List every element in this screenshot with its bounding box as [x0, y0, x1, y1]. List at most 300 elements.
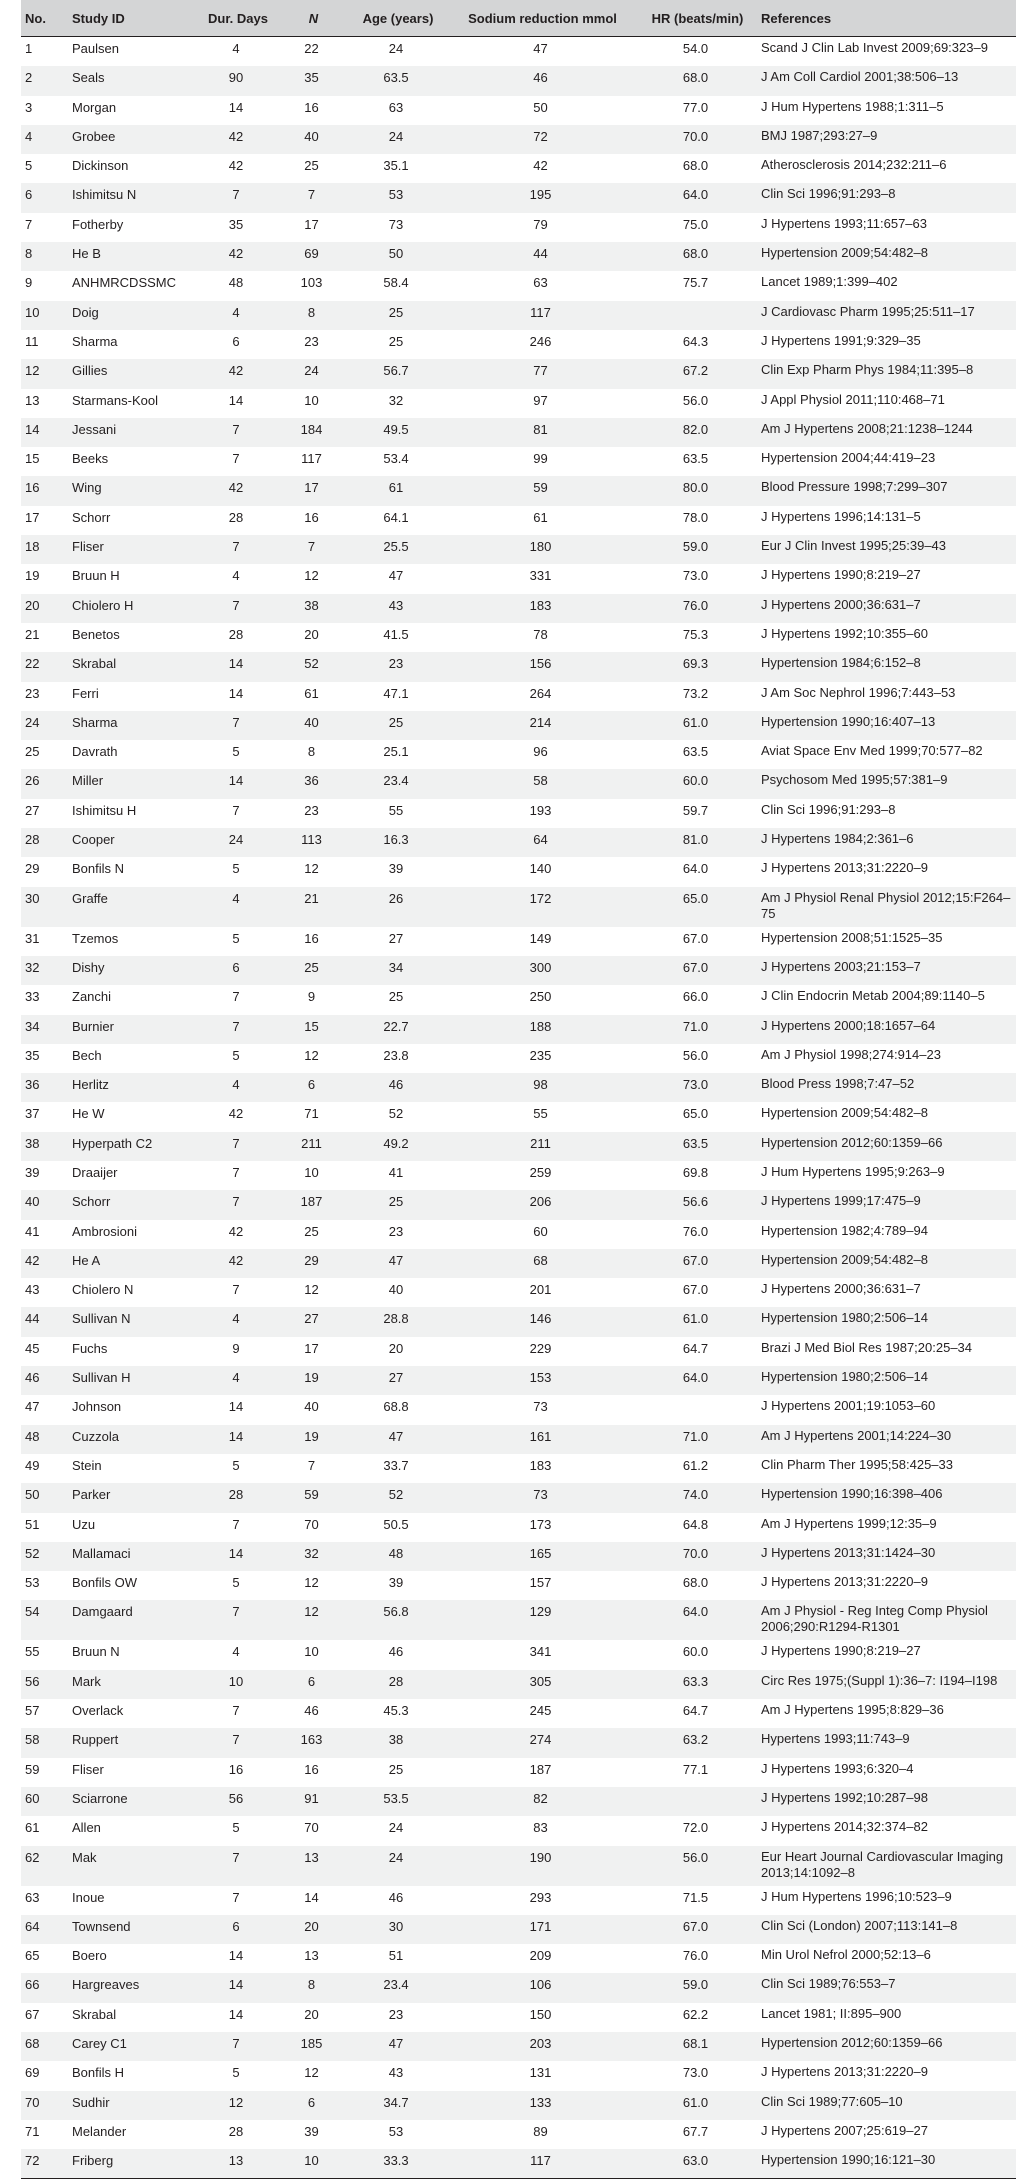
cell-age: 63.5 — [345, 66, 447, 95]
cell-n: 184 — [278, 418, 345, 447]
cell-no: 28 — [21, 828, 68, 857]
cell-n: 23 — [304, 802, 319, 818]
table-row — [21, 330, 1016, 359]
cell-n: 22 — [304, 41, 319, 56]
cell-age: 24 — [345, 1846, 447, 1886]
cell-no: 6 — [21, 183, 68, 212]
table-row — [21, 1220, 1016, 1249]
cell-no: 45 — [25, 1340, 40, 1356]
table-row — [21, 2120, 1016, 2149]
cell-sodium-reduction: 78 — [533, 626, 548, 642]
cell-duration-days: 42 — [228, 158, 244, 174]
cell-no: 19 — [25, 568, 40, 584]
cell-reference: Hypertension 2009;54:482–8 — [757, 242, 1016, 271]
cell-study-id: Sudhir — [68, 2091, 194, 2120]
cell-study-id: Schorr — [72, 509, 111, 525]
cell-duration-days: 10 — [194, 1670, 278, 1699]
cell-n: 15 — [278, 1015, 345, 1044]
cell-sodium-reduction: 209 — [529, 1948, 552, 1964]
cell-no: 64 — [21, 1915, 68, 1944]
cell-n: 8 — [307, 744, 316, 760]
cell-sodium-reduction: 46 — [447, 66, 634, 95]
cell-n: 163 — [278, 1728, 345, 1757]
cell-heart-rate: 60.0 — [682, 1644, 709, 1660]
cell-study-id: Miller — [68, 769, 194, 798]
cell-n: 10 — [304, 392, 319, 408]
cell-duration-days: 42 — [194, 1249, 278, 1278]
cell-reference: Hypertension 1990;16:407–13 — [757, 711, 1016, 740]
cell-reference: Blood Press 1998;7:47–52 — [757, 1073, 1016, 1102]
header-references: References — [757, 0, 1016, 37]
cell-study-id: Skrabal — [68, 652, 194, 681]
cell-no: 33 — [25, 989, 40, 1005]
cell-study-id: Bech — [72, 1047, 102, 1063]
table-row — [21, 213, 1016, 242]
cell-study-id: Boero — [72, 1948, 107, 1964]
cell-no: 67 — [25, 2006, 40, 2022]
cell-reference: Lancet 1981; II:895–900 — [761, 2005, 902, 2021]
cell-heart-rate: 73.0 — [682, 2065, 709, 2081]
cell-age: 73 — [388, 216, 404, 232]
cell-duration-days: 7 — [232, 1164, 240, 1180]
cell-no: 69 — [25, 2065, 40, 2081]
cell-sodium-reduction: 131 — [529, 2065, 552, 2081]
cell-reference: J Hypertens 2000;36:631–7 — [757, 594, 1016, 623]
cell-study-id: Damgaard — [68, 1600, 194, 1640]
cell-age: 20 — [388, 1340, 404, 1356]
cell-no: 61 — [25, 1820, 40, 1836]
cell-duration-days: 5 — [232, 1047, 240, 1063]
cell-heart-rate: 61.0 — [634, 1307, 757, 1336]
cell-n: 27 — [278, 1307, 345, 1336]
cell-study-id: Bonfils OW — [72, 1575, 138, 1591]
cell-study-id: Starmans-Kool — [72, 392, 158, 408]
table-row — [21, 1513, 1016, 1542]
table-row — [21, 1454, 1016, 1483]
cell-duration-days: 12 — [194, 2091, 278, 2120]
cell-heart-rate: 63.2 — [634, 1728, 757, 1757]
cell-no: 42 — [21, 1249, 68, 1278]
cell-duration-days: 14 — [194, 769, 278, 798]
cell-study-id: Morgan — [72, 99, 117, 115]
cell-duration-days: 7 — [194, 1132, 278, 1161]
cell-age: 51 — [388, 1948, 404, 1964]
cell-no: 1 — [25, 41, 33, 56]
cell-heart-rate: 77.0 — [682, 99, 709, 115]
cell-reference: Brazi J Med Biol Res 1987;20:25–34 — [761, 1339, 973, 1355]
cell-heart-rate: 64.0 — [634, 1366, 757, 1395]
cell-no: 13 — [25, 392, 40, 408]
cell-no: 39 — [25, 1164, 40, 1180]
cell-study-id: Tzemos — [72, 930, 119, 946]
cell-age: 64.1 — [383, 509, 409, 525]
table-row — [21, 740, 1016, 769]
cell-reference: Hypertension 2012;60:1359–66 — [757, 2032, 1016, 2061]
header-row — [21, 0, 1016, 37]
cell-n: 59 — [278, 1483, 345, 1512]
cell-n: 70 — [304, 1820, 319, 1836]
cell-no: 20 — [21, 594, 68, 623]
cell-duration-days: 48 — [228, 275, 244, 291]
cell-n: 8 — [278, 1973, 345, 2002]
cell-sodium-reduction: 211 — [447, 1132, 634, 1161]
cell-heart-rate: 62.2 — [682, 2006, 709, 2022]
cell-reference: J Hum Hypertens 1995;9:263–9 — [761, 1163, 945, 1179]
cell-sodium-reduction: 55 — [533, 1106, 548, 1122]
cell-no: 59 — [25, 1761, 40, 1777]
table-row — [21, 359, 1016, 388]
cell-duration-days: 14 — [194, 1973, 278, 2002]
table-row — [21, 1699, 1016, 1728]
cell-n: 10 — [304, 1164, 319, 1180]
header-no: No. — [21, 0, 68, 37]
cell-n: 16 — [304, 99, 319, 115]
cell-sodium-reduction: 133 — [447, 2091, 634, 2120]
cell-n: 13 — [304, 1948, 319, 1964]
cell-heart-rate: 65.0 — [634, 887, 757, 927]
cell-no: 57 — [25, 1703, 40, 1719]
table-row — [21, 1161, 1016, 1190]
cell-heart-rate: 70.0 — [634, 1542, 757, 1571]
cell-sodium-reduction: 77 — [447, 359, 634, 388]
cell-study-id: Mark — [68, 1670, 194, 1699]
cell-n: 16 — [304, 1761, 319, 1777]
cell-heart-rate: 67.0 — [634, 1249, 757, 1278]
cell-age: 47 — [345, 2032, 447, 2061]
cell-study-id: Fuchs — [72, 1340, 108, 1356]
cell-duration-days: 4 — [232, 568, 240, 584]
cell-study-id: Mallamaci — [68, 1542, 194, 1571]
cell-heart-rate: 59.0 — [634, 1973, 757, 2002]
table-row — [21, 66, 1016, 95]
cell-n: 7 — [307, 1457, 316, 1473]
cell-sodium-reduction: 195 — [447, 183, 634, 212]
cell-study-id: Allen — [72, 1820, 101, 1836]
cell-no: 4 — [21, 125, 68, 154]
cell-no: 26 — [21, 769, 68, 798]
table-row — [21, 242, 1016, 271]
cell-age: 25 — [345, 711, 447, 740]
cell-reference: J Hypertens 2001;19:1053–60 — [761, 1398, 936, 1414]
table-row — [21, 1600, 1016, 1640]
cell-no: 40 — [21, 1190, 68, 1219]
table-row — [21, 1366, 1016, 1395]
cell-reference: Am J Hypertens 1995;8:829–36 — [761, 1702, 944, 1718]
cell-heart-rate — [634, 1395, 757, 1424]
cell-reference: Hypertension 2009;54:482–8 — [757, 1249, 1016, 1278]
cell-study-id: Melander — [72, 2123, 127, 2139]
cell-n: 12 — [304, 1282, 319, 1298]
cell-study-id: Bruun N — [72, 1644, 120, 1660]
cell-reference: J Hum Hypertens 1988;1:311–5 — [761, 98, 944, 114]
cell-sodium-reduction: 188 — [447, 1015, 634, 1044]
cell-age: 58.4 — [383, 275, 409, 291]
cell-no: 23 — [25, 685, 40, 701]
cell-study-id: Friberg — [68, 2149, 194, 2179]
cell-reference: Hypertension 2009;54:482–8 — [761, 1105, 928, 1121]
cell-reference: Min Urol Nefrol 2000;52:13–6 — [761, 1947, 931, 1963]
cell-study-id: Inoue — [72, 1889, 105, 1905]
cell-reference: J Hypertens 1984;2:361–6 — [757, 828, 1016, 857]
cell-no: 25 — [25, 744, 40, 760]
cell-study-id: Herlitz — [68, 1073, 194, 1102]
cell-reference: J Hypertens 2000;36:631–7 — [761, 1281, 921, 1297]
cell-heart-rate: 63.5 — [682, 451, 709, 467]
cell-study-id: Bonfils H — [72, 2065, 125, 2081]
cell-study-id: Townsend — [68, 1915, 194, 1944]
cell-sodium-reduction: 172 — [447, 887, 634, 927]
cell-sodium-reduction: 183 — [529, 1457, 552, 1473]
cell-sodium-reduction: 60 — [533, 1223, 548, 1239]
table-row — [21, 2149, 1016, 2179]
cell-reference: J Hypertens 2013;31:1424–30 — [757, 1542, 1016, 1571]
cell-no: 48 — [21, 1425, 68, 1454]
cell-age: 49.2 — [345, 1132, 447, 1161]
cell-age: 25 — [388, 989, 404, 1005]
cell-heart-rate: 77.1 — [682, 1761, 709, 1777]
table-row — [21, 1915, 1016, 1944]
cell-reference: J Clin Endocrin Metab 2004;89:1140–5 — [761, 988, 985, 1004]
cell-sodium-reduction: 44 — [447, 242, 634, 271]
cell-sodium-reduction: 59 — [447, 476, 634, 505]
cell-heart-rate: 68.0 — [634, 242, 757, 271]
cell-duration-days: 4 — [232, 1644, 240, 1660]
cell-heart-rate: 67.0 — [682, 930, 709, 946]
cell-sodium-reduction: 203 — [447, 2032, 634, 2061]
cell-reference: J Hypertens 1991;9:329–35 — [761, 332, 921, 348]
cell-sodium-reduction: 96 — [533, 744, 548, 760]
table-row — [21, 1249, 1016, 1278]
cell-age: 55 — [388, 802, 404, 818]
cell-study-id: Gillies — [68, 359, 194, 388]
cell-no: 43 — [25, 1282, 40, 1298]
cell-reference: Clin Sci (London) 2007;113:141–8 — [757, 1915, 1016, 1944]
cell-study-id: Ishimitsu H — [72, 802, 137, 818]
cell-no: 65 — [25, 1948, 40, 1964]
cell-heart-rate: 63.5 — [682, 744, 709, 760]
cell-sodium-reduction: 187 — [529, 1761, 552, 1777]
table-row — [21, 96, 1016, 125]
table-row — [21, 594, 1016, 623]
cell-age: 35.1 — [383, 158, 409, 174]
table-row — [21, 956, 1016, 985]
cell-heart-rate: 68.0 — [682, 1575, 709, 1591]
cell-sodium-reduction: 293 — [529, 1889, 552, 1905]
table-row — [21, 476, 1016, 505]
cell-heart-rate: 69.3 — [634, 652, 757, 681]
cell-reference: J Hypertens 1999;17:475–9 — [757, 1190, 1016, 1219]
cell-study-id: Beeks — [72, 451, 109, 467]
cell-age: 25 — [345, 301, 447, 330]
cell-n: 40 — [304, 1399, 319, 1415]
cell-study-id: Fotherby — [72, 216, 124, 232]
table-row — [21, 1073, 1016, 1102]
cell-heart-rate: 76.0 — [634, 594, 757, 623]
cell-heart-rate: 82.0 — [634, 418, 757, 447]
header-duration-days: Dur. Days — [194, 0, 278, 37]
cell-heart-rate: 66.0 — [682, 989, 709, 1005]
cell-n: 20 — [278, 1915, 345, 1944]
cell-duration-days: 28 — [228, 626, 244, 642]
cell-age: 49.5 — [345, 418, 447, 447]
cell-n: 40 — [278, 711, 345, 740]
cell-reference: J Hypertens 1996;14:131–5 — [761, 508, 921, 524]
cell-sodium-reduction: 305 — [447, 1670, 634, 1699]
cell-age: 48 — [345, 1542, 447, 1571]
cell-no: 72 — [21, 2149, 68, 2179]
cell-n: 6 — [278, 1073, 345, 1102]
cell-n: 25 — [278, 956, 345, 985]
cell-age: 47 — [388, 568, 404, 584]
cell-n: 9 — [307, 989, 316, 1005]
cell-sodium-reduction: 235 — [529, 1047, 552, 1063]
cell-n: 103 — [300, 275, 323, 291]
cell-study-id: Paulsen — [72, 41, 119, 56]
cell-sodium-reduction: 129 — [447, 1600, 634, 1640]
cell-no: 52 — [21, 1542, 68, 1571]
cell-duration-days: 7 — [232, 1703, 240, 1719]
cell-heart-rate: 65.0 — [682, 1106, 709, 1122]
cell-age: 24 — [388, 41, 404, 56]
cell-study-id: Fliser — [72, 1761, 104, 1777]
cell-n: 20 — [304, 2006, 319, 2022]
cell-duration-days: 5 — [232, 861, 240, 877]
cell-n: 24 — [278, 359, 345, 388]
cell-sodium-reduction: 97 — [533, 392, 548, 408]
cell-age: 43 — [388, 2065, 404, 2081]
cell-heart-rate: 59.0 — [634, 535, 757, 564]
cell-age: 16.3 — [345, 828, 447, 857]
cell-sodium-reduction: 47 — [533, 41, 548, 56]
cell-age: 25 — [388, 1761, 404, 1777]
cell-duration-days: 42 — [194, 242, 278, 271]
cell-duration-days: 7 — [194, 1600, 278, 1640]
cell-no: 51 — [25, 1516, 40, 1532]
cell-n: 19 — [278, 1425, 345, 1454]
cell-duration-days: 5 — [232, 744, 240, 760]
cell-duration-days: 6 — [194, 1915, 278, 1944]
cell-sodium-reduction: 79 — [533, 216, 548, 232]
cell-sodium-reduction: 201 — [529, 1282, 552, 1298]
cell-age: 52 — [388, 1106, 404, 1122]
table-header — [21, 0, 1016, 37]
table-row — [21, 1886, 1016, 1915]
cell-no: 22 — [21, 652, 68, 681]
cell-duration-days: 7 — [232, 1516, 240, 1532]
cell-n: 20 — [304, 626, 319, 642]
table-row — [21, 1787, 1016, 1816]
cell-reference: Hypertension 1982;4:789–94 — [761, 1222, 928, 1238]
cell-no: 14 — [21, 418, 68, 447]
cell-study-id: Cooper — [68, 828, 194, 857]
cell-study-id: Stein — [72, 1457, 102, 1473]
cell-heart-rate: 64.0 — [634, 1600, 757, 1640]
cell-reference: J Cardiovasc Pharm 1995;25:511–17 — [757, 301, 1016, 330]
cell-age: 53.4 — [383, 451, 409, 467]
cell-sodium-reduction: 193 — [529, 802, 552, 818]
cell-sodium-reduction: 149 — [529, 930, 552, 946]
cell-duration-days: 6 — [232, 333, 240, 349]
cell-sodium-reduction: 300 — [447, 956, 634, 985]
cell-reference: Am J Physiol Renal Physiol 2012;15:F264–75 — [757, 887, 1016, 927]
cell-n: 12 — [304, 1047, 319, 1063]
cell-duration-days: 7 — [194, 1846, 278, 1886]
cell-sodium-reduction: 73 — [447, 1483, 634, 1512]
cell-reference: J Hypertens 1990;8:219–27 — [761, 567, 921, 583]
cell-no: 37 — [25, 1106, 40, 1122]
cell-n: 12 — [304, 861, 319, 877]
cell-study-id: Chiolero N — [72, 1282, 134, 1298]
cell-no: 68 — [21, 2032, 68, 2061]
cell-reference: Hypertension 1984;6:152–8 — [757, 652, 1016, 681]
cell-n: 38 — [278, 594, 345, 623]
cell-reference: Clin Pharm Ther 1995;58:425–33 — [761, 1456, 953, 1472]
cell-age: 50 — [345, 242, 447, 271]
cell-no: 56 — [21, 1670, 68, 1699]
cell-heart-rate: 68.1 — [634, 2032, 757, 2061]
cell-reference: Hypertension 1990;16:398–406 — [757, 1483, 1016, 1512]
cell-reference: Eur Heart Journal Cardiovascular Imaging 2013;14:1092–8 — [757, 1846, 1016, 1886]
table-row — [21, 37, 1016, 67]
cell-heart-rate: 64.7 — [682, 1340, 709, 1356]
cell-no: 35 — [25, 1047, 40, 1063]
cell-n: 13 — [278, 1846, 345, 1886]
cell-duration-days: 14 — [228, 392, 244, 408]
cell-age: 39 — [388, 1575, 404, 1591]
cell-age: 68.8 — [383, 1399, 409, 1415]
cell-study-id: Sullivan N — [68, 1307, 194, 1336]
table-row — [21, 1758, 1016, 1787]
cell-age: 46 — [388, 1644, 404, 1660]
cell-n: 29 — [278, 1249, 345, 1278]
cell-no: 32 — [21, 956, 68, 985]
cell-reference: J Hypertens 1992;10:287–98 — [757, 1787, 1016, 1816]
cell-no: 63 — [25, 1889, 40, 1905]
table-row — [21, 154, 1016, 183]
cell-reference: J Am Coll Cardiol 2001;38:506–13 — [757, 66, 1016, 95]
table-row — [21, 1425, 1016, 1454]
cell-sodium-reduction: 140 — [529, 861, 552, 877]
cell-duration-days: 14 — [228, 2006, 244, 2022]
cell-study-id: He B — [68, 242, 194, 271]
table-row — [21, 1483, 1016, 1512]
cell-heart-rate: 67.0 — [682, 1282, 709, 1298]
cell-n: 16 — [304, 509, 319, 525]
header-age: Age (years) — [345, 0, 447, 37]
cell-age: 47 — [345, 1425, 447, 1454]
cell-reference: Am J Hypertens 1999;12:35–9 — [761, 1515, 937, 1531]
cell-sodium-reduction: 150 — [529, 2006, 552, 2022]
table-row — [21, 682, 1016, 711]
cell-reference: Hypertension 2004;44:419–23 — [761, 450, 936, 466]
cell-n: 23 — [304, 333, 319, 349]
cell-reference: J Hypertens 1993;6:320–4 — [761, 1760, 914, 1776]
cell-heart-rate: 63.3 — [634, 1670, 757, 1699]
cell-heart-rate: 73.0 — [682, 568, 709, 584]
cell-no: 66 — [21, 1973, 68, 2002]
cell-duration-days: 16 — [228, 1761, 244, 1777]
cell-age: 22.7 — [345, 1015, 447, 1044]
table-row — [21, 1670, 1016, 1699]
table-row — [21, 1395, 1016, 1424]
cell-study-id: Johnson — [72, 1399, 122, 1415]
cell-study-id: Ishimitsu N — [68, 183, 194, 212]
cell-heart-rate: 68.0 — [682, 158, 709, 174]
cell-duration-days: 7 — [232, 802, 240, 818]
cell-duration-days: 14 — [228, 1399, 244, 1415]
cell-duration-days: 42 — [228, 1106, 244, 1122]
cell-sodium-reduction: 50 — [533, 99, 548, 115]
